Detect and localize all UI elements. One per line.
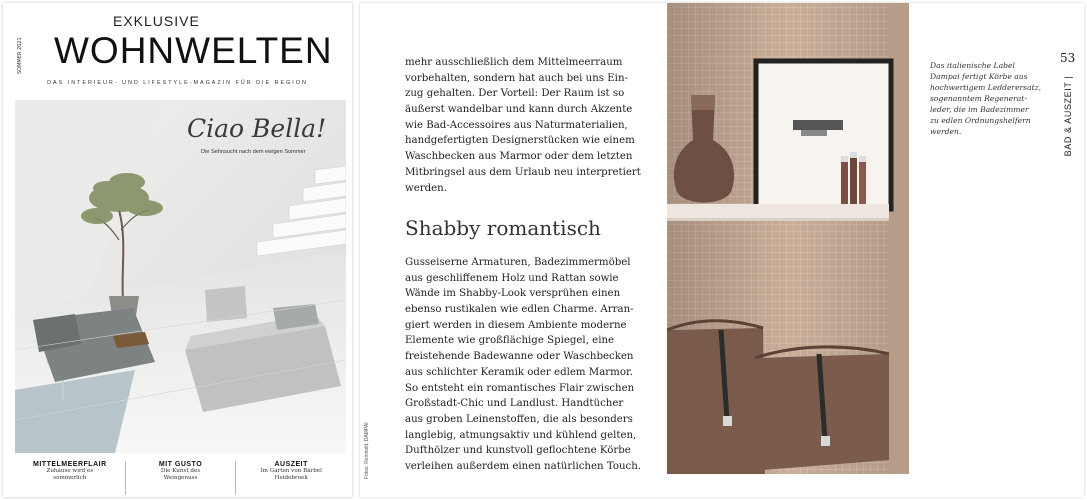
bathroom-photo [667, 3, 909, 474]
caption-line: werden. [930, 127, 962, 136]
article-paragraph-2 [405, 255, 650, 475]
text-line: handgefertigten Designerstücken wie einem [405, 135, 635, 147]
text-line: verleihen außerdem einen natürlichen Touch. [405, 460, 642, 472]
text-line: Mitbringsel aus dem Urlaub neu interpretiert [405, 166, 641, 178]
cover-teaser [125, 461, 236, 495]
cover-teaser [15, 461, 125, 495]
teaser-line: Zuhause wird es [46, 468, 94, 474]
text-line: vorbehalten, sondern hat auch bei uns Ein- [405, 72, 628, 84]
text-line: ebenso rustikalen wie edlen Charme. Arran- [405, 304, 634, 316]
teaser-line: sommerlich [53, 475, 87, 481]
text-line: wie Bad-Accessoires aus Naturmaterialien, [405, 119, 628, 131]
text-line: So entsteht ein romantisches Flair zwischen [405, 382, 635, 394]
cover-issue: SOMMER 2021 [17, 37, 23, 74]
text-line: Elemente wie großflächige Spiegel, eine [405, 335, 615, 347]
photo-caption [930, 60, 1055, 137]
article-paragraph-1 [405, 55, 650, 196]
teaser-line: Im Garten von Bärbel [260, 468, 322, 474]
teaser-heading: MITTELMEERFLAIR [33, 461, 107, 468]
text-line: mehr ausschließlich dem Mittelmeerraum [405, 57, 623, 68]
cover-brand-top: EXKLUSIVE [113, 13, 200, 29]
teaser-line: Heidebroek [274, 475, 308, 481]
text-line: Großstadt-Chic und Landlust. Handtücher [405, 398, 624, 410]
cover-photo [15, 100, 346, 453]
bathroom-photo-illustration [667, 3, 909, 474]
caption-line: hochwertigem Ledderersatz, [930, 83, 1042, 92]
cover-brand-title: WOHNWELTEN [54, 30, 333, 71]
caption-line: leder, die im Badezimmer [930, 105, 1029, 114]
teaser-line: Weingenuss [163, 475, 198, 481]
section-label [1061, 73, 1075, 163]
text-line: giert werden in diesem Ambiente moderne [405, 319, 627, 331]
cover-teaser [235, 461, 346, 495]
cover-tagline: DAS INTERIEUR- UND LIFESTYLE-MAGAZIN FÜR DIE REGION [47, 80, 308, 86]
cover-teasers [15, 461, 346, 495]
text-line: Waschbecken aus Marmor oder dem letzten [405, 151, 633, 163]
text-line: äußerst wandelbar und kann durch Akzente [405, 104, 633, 116]
magazine-cover [3, 3, 352, 497]
teaser-heading: MIT GUSTO [158, 461, 203, 468]
text-line: aus schlichter Keramik oder edlem Marmor. [405, 366, 633, 378]
teaser-line: Die Kunst des [160, 468, 201, 474]
text-line: aus geschliffenem Holz und Rattan sowie [405, 272, 619, 284]
cover-subheadline: Die Sehnsucht nach dem ewigen Sommer [201, 149, 306, 155]
text-line: werden. [405, 182, 447, 194]
page-number: 53 [1060, 51, 1076, 65]
text-line: zug gehalten. Der Vorteil: Der Raum ist so [405, 88, 625, 100]
text-line: freistehende Badewanne oder Waschbecken [405, 351, 634, 363]
text-line: aus groben Leinenstoffen, die als besonders [405, 413, 633, 425]
text-line: Wände im Shabby-Look versprühen einen [405, 288, 621, 300]
text-line: Dufthölzer und kunstvoll geflochtene Körbe [405, 445, 631, 457]
caption-line: Das italienische Label [930, 61, 1015, 70]
cover-headline: Ciao Bella! [187, 114, 327, 143]
caption-line: sogenanntem Regenerat- [930, 94, 1027, 103]
caption-line: Dampai fertigt Körbe aus [930, 72, 1028, 81]
article-subheading: Shabby romantisch [405, 216, 601, 240]
photo-credit-text: Fotos: Reinhold, DAMPAI [364, 422, 370, 479]
caption-line: zu edlen Ordnungshelfern [930, 116, 1031, 125]
text-line: langlebig, atmungsaktiv und kühlend gelten, [405, 429, 637, 441]
article-page [360, 3, 1084, 497]
section-label-text: BAD & AUSZEIT | [1063, 75, 1073, 157]
text-line: Gusseiserne Armaturen, Badezimmermöbel [405, 257, 631, 268]
teaser-heading: AUSZEIT [274, 461, 308, 468]
photo-credit [360, 405, 374, 485]
